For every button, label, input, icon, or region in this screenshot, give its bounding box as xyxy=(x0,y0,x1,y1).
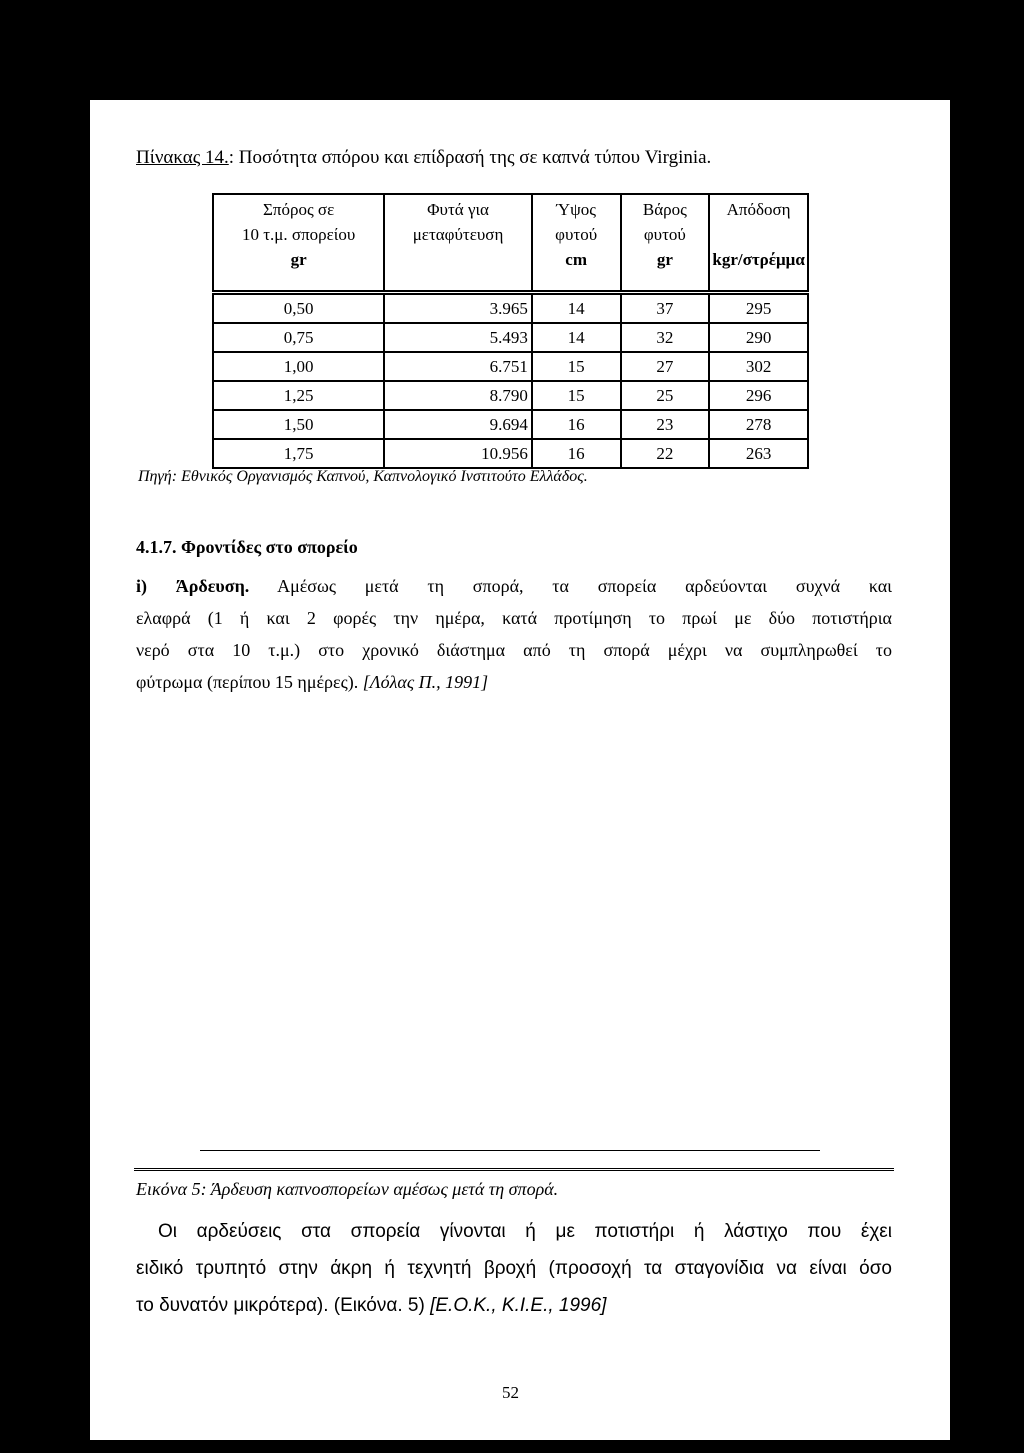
table-row xyxy=(213,352,808,381)
column-header-yield: Απόδοση kgr/στρέμμα xyxy=(709,194,808,293)
column-header-plants: Φυτά για μεταφύτευση xyxy=(384,194,532,293)
irrigation-methods-paragraph xyxy=(136,1213,892,1324)
table-cell: 9.694 xyxy=(384,410,532,439)
paragraph-line: φύτρωμα (περίπου 15 ημέρες). [Λόλας Π., 1991] xyxy=(136,672,489,692)
table-cell: 1,50 xyxy=(213,410,384,439)
document-page xyxy=(90,100,950,1440)
table-caption-label: Πίνακας 14. xyxy=(136,147,229,168)
table-cell: 302 xyxy=(709,352,808,381)
table-cell: 290 xyxy=(709,323,808,352)
table-cell: 0,75 xyxy=(213,323,384,352)
table-cell: 23 xyxy=(621,410,710,439)
table-cell: 3.965 xyxy=(384,293,532,324)
figure-caption: Εικόνα 5: Άρδευση καπνοσπορείων αμέσως μετά τη σπορά. xyxy=(136,1179,559,1199)
table-cell: 14 xyxy=(532,293,621,324)
table-header-row xyxy=(213,194,808,293)
page-number: 52 xyxy=(502,1383,519,1402)
table-caption-text: : Ποσότητα σπόρου και επίδρασή της σε καπνά τύπου Virginia. xyxy=(228,147,712,168)
table-cell: 37 xyxy=(621,293,710,324)
citation: [Λόλας Π., 1991] xyxy=(362,672,489,692)
data-table xyxy=(212,193,809,469)
paragraph-line: i) Άρδευση. Αμέσως μετά τη σπορά, τα σπορεία αρδεύονται συχνά και xyxy=(136,576,893,596)
table-cell: 16 xyxy=(532,439,621,468)
table-cell: 1,00 xyxy=(213,352,384,381)
column-header-weight: Βάρος φυτού gr xyxy=(621,194,710,293)
table-cell: 296 xyxy=(709,381,808,410)
subheading: i) Άρδευση. xyxy=(136,576,250,596)
table-cell: 295 xyxy=(709,293,808,324)
table-cell: 25 xyxy=(621,381,710,410)
table-cell: 15 xyxy=(532,381,621,410)
table-cell: 278 xyxy=(709,410,808,439)
table-cell: 15 xyxy=(532,352,621,381)
figure-top-rule xyxy=(200,1150,820,1151)
paragraph-line: ειδικό τρυπητό στην άκρη ή τεχνητή βροχή (προσοχή τα σταγονίδια να είναι όσο xyxy=(136,1258,892,1279)
table-cell: 0,50 xyxy=(213,293,384,324)
table-cell: 263 xyxy=(709,439,808,468)
table-row xyxy=(213,293,808,324)
table-cell: 5.493 xyxy=(384,323,532,352)
table-cell: 8.790 xyxy=(384,381,532,410)
table-source-note: Πηγή: Εθνικός Οργανισμός Καπνού, Καπνολογικό Ινστιτούτο Ελλάδος. xyxy=(138,468,588,485)
table-cell: 16 xyxy=(532,410,621,439)
table-cell: 14 xyxy=(532,323,621,352)
table-cell: 1,75 xyxy=(213,439,384,468)
irrigation-paragraph xyxy=(136,570,892,698)
table-cell: 32 xyxy=(621,323,710,352)
figure-rule xyxy=(134,1168,894,1171)
table-caption xyxy=(136,146,711,170)
section-heading: 4.1.7. Φροντίδες στο σπορείο xyxy=(136,537,358,557)
column-header-seed: Σπόρος σε 10 τ.μ. σπορείου gr xyxy=(213,194,384,293)
table-row xyxy=(213,323,808,352)
paragraph-line: το δυνατόν μικρότερα). (Εικόνα. 5) [Ε.Ο.Κ., Κ.Ι.Ε., 1996] xyxy=(136,1295,607,1316)
table-row xyxy=(213,439,808,468)
table-cell: 1,25 xyxy=(213,381,384,410)
table-row xyxy=(213,381,808,410)
citation: [Ε.Ο.Κ., Κ.Ι.Ε., 1996] xyxy=(430,1295,607,1316)
column-header-height: Ύψος φυτού cm xyxy=(532,194,621,293)
paragraph-line: ελαφρά (1 ή και 2 φορές την ημέρα, κατά προτίμηση το πρωί με δύο ποτιστήρια xyxy=(136,608,892,628)
paragraph-line: νερό στα 10 τ.μ.) στο χρονικό διάστημα από τη σπορά μέχρι να συμπληρωθεί το xyxy=(136,640,892,660)
paragraph-line: Οι αρδεύσεις στα σπορεία γίνονται ή με ποτιστήρι ή λάστιχο που έχει xyxy=(158,1221,892,1242)
table-cell: 27 xyxy=(621,352,710,381)
table-cell: 22 xyxy=(621,439,710,468)
table-cell: 10.956 xyxy=(384,439,532,468)
table-cell: 6.751 xyxy=(384,352,532,381)
table-row xyxy=(213,410,808,439)
